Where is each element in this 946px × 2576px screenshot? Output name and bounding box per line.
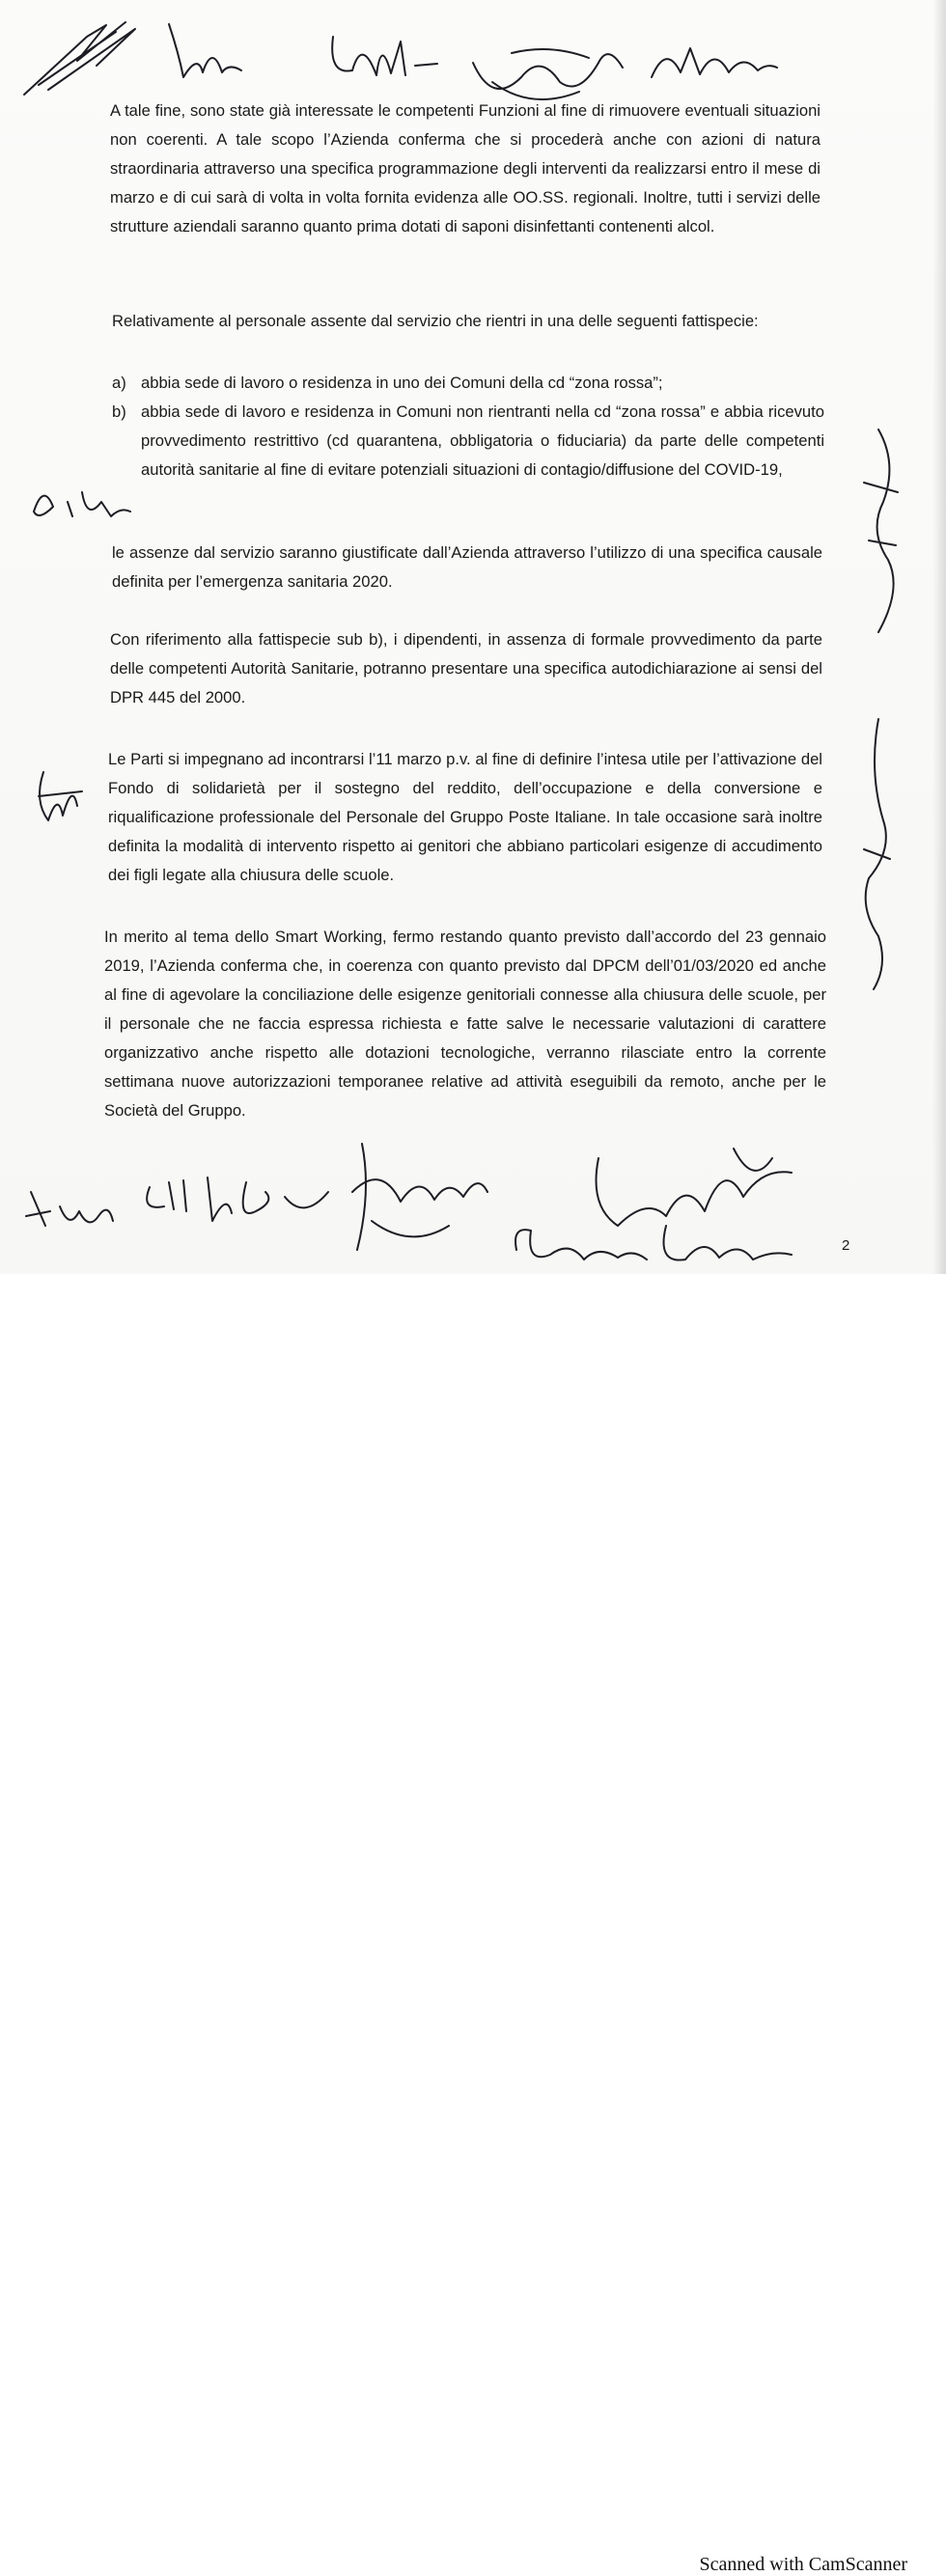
list-item-text: abbia sede di lavoro e residenza in Comuni non rientranti nella cd “zona rossa” e abbia ricevuto provvedimento restrittivo (cd quarantena, obbligatoria o fiduciaria) da parte delle competenti autorità sanitarie al fine di evitare potenziali situazioni di contagio/diffusione del COVID-19, — [141, 402, 824, 479]
signature-top-center-1 — [323, 17, 439, 95]
list-item — [112, 398, 824, 485]
page-number: 2 — [842, 1237, 850, 1254]
signature-right-margin-1 — [849, 425, 907, 637]
paragraph-justified-absences: le assenze dal servizio saranno giustificate dall’Azienda attraverso l’utilizzo di una specifica causale definita per l’emergenza sanitaria 2020. — [112, 543, 822, 591]
signature-bottom-right-2 — [502, 1211, 811, 1274]
signature-bottom-center-2 — [343, 1134, 497, 1269]
list-item — [112, 369, 824, 398]
paragraph-smart-working: In merito al tema dello Smart Working, fermo restando quanto previsto dall’accordo del 23 gennaio 2019, l’Azienda conferma che, in coerenza con quanto previsto dal DPCM dell’01/03/2020 ed anche al fine di agevolare la conciliazione delle esigenze genitoriali connesse alla chiusura delle scuole, per il personale che ne faccia espressa richiesta e fatte salve le necessarie valutazioni di carattere organizzativo anche rispetto alle dotazioni tecnologiche, verranno rilasciate entro la corrente settimana nuove autorizzazioni temporanee relative ad attività eseguibili da remoto, anche per le Società del Gruppo. — [104, 928, 826, 1120]
signature-bottom-left — [21, 1173, 118, 1245]
list-marker: a) — [112, 374, 126, 392]
cases-list — [112, 369, 824, 485]
scan-footer — [0, 1274, 946, 2575]
signature-top-left-1 — [19, 17, 154, 104]
list-item-text: abbia sede di lavoro o residenza in uno dei Comuni della cd “zona rossa”; — [141, 374, 663, 392]
list-marker: b) — [112, 402, 126, 421]
signature-left-margin-2 — [24, 762, 92, 830]
signature-top-right — [647, 34, 782, 92]
signature-right-margin-2 — [849, 714, 898, 994]
paragraph-sanitization: A tale fine, sono state già interessate le competenti Funzioni al fine di rimuovere eventuali situazioni non coerenti. A tale scopo l’Azienda conferma che si procederà anche con azioni di natura straordinaria attraverso una specifica programmazione degli interventi da realizzarsi entro il mese di marzo e di cui sarà di volta in volta fornita evidenza alle OO.SS. regionali. Inoltre, tutti i servizi delle strutture aziendali saranno quanto prima dotati di saponi disinfettanti contenenti alcol. — [110, 101, 821, 235]
scan-edge-shadow — [932, 0, 946, 1307]
paragraph-absent-staff: Relativamente al personale assente dal servizio che rientri in una delle seguenti fattispecie: — [112, 312, 759, 330]
signature-top-left-2 — [159, 14, 246, 92]
signature-bottom-center-1 — [140, 1153, 333, 1240]
paragraph-self-declaration: Con riferimento alla fattispecie sub b), i dipendenti, in assenza di formale provvedimento da parte delle competenti Autorità Sanitarie, potranno presentare una specifica autodichiarazione ai sensi del DPR 445 del 2000. — [110, 630, 822, 706]
camscanner-watermark: Scanned with CamScanner — [699, 2554, 907, 2575]
paragraph-solidarity-fund: Le Parti si impegnano ad incontrarsi l’11 marzo p.v. al fine di definire l’intesa utile per l’attivazione del Fondo di solidarietà per il sostegno del reddito, dell’occupazione e della conversione e riqualificazione professionale del Personale del Gruppo Poste Italiane. In tale occasione sarà inoltre definita la modalità di intervento rispetto ai genitori che abbiano particolari esigenze di accudimento dei figli legate alla chiusura delle scuole. — [108, 750, 822, 884]
